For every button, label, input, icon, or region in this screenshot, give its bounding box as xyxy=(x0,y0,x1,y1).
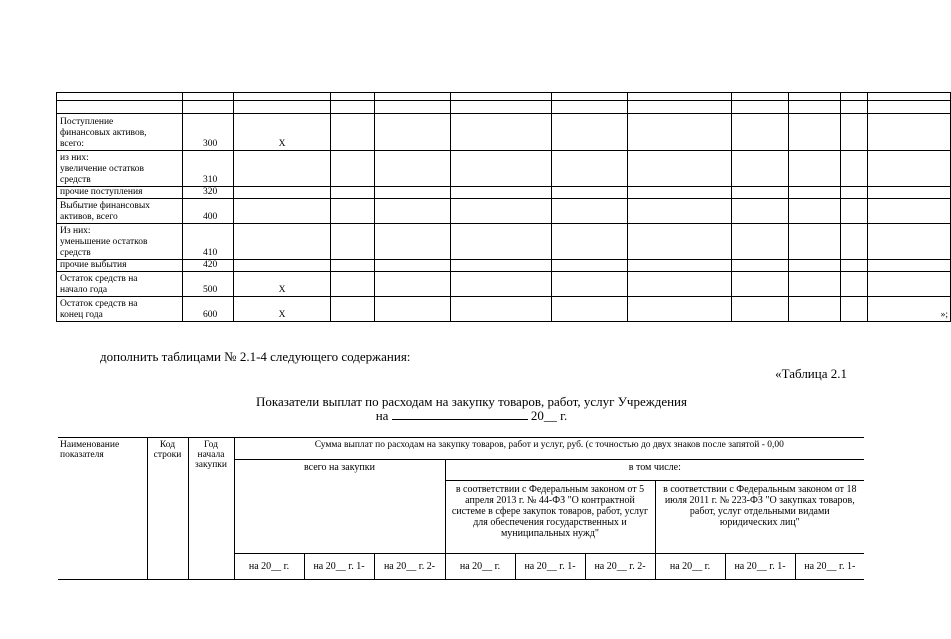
table-row xyxy=(57,101,951,114)
table-cell xyxy=(57,101,183,114)
including-header: в том числе: xyxy=(445,460,864,481)
table-cell xyxy=(841,151,868,187)
row-name xyxy=(57,272,183,297)
row-name-line: финансовых активов, xyxy=(60,128,147,138)
table-cell xyxy=(451,199,552,224)
period-prefix: на xyxy=(375,408,389,423)
table-cell xyxy=(628,260,732,272)
row-name-line: прочие поступления xyxy=(60,187,143,197)
table-cell xyxy=(841,297,868,322)
table-cell xyxy=(841,224,868,260)
table-cell xyxy=(331,101,375,114)
table-cell xyxy=(789,272,841,297)
table-cell xyxy=(841,272,868,297)
table-cell xyxy=(552,297,628,322)
year-cell: на 20__ г. 2- xyxy=(374,554,445,580)
table-cell xyxy=(375,272,451,297)
table-row xyxy=(57,187,951,199)
table-cell xyxy=(732,272,789,297)
row-last-cell xyxy=(868,199,951,224)
year-cell: на 20__ г. 1- xyxy=(725,554,795,580)
row-last-cell xyxy=(868,187,951,199)
table-cell xyxy=(732,260,789,272)
table-cell xyxy=(841,93,868,101)
table-cell xyxy=(57,93,183,101)
column-name-header: Наименование показателя xyxy=(58,438,147,580)
table-cell xyxy=(375,151,451,187)
table-row xyxy=(57,93,951,101)
row-name xyxy=(57,224,183,260)
table-cell xyxy=(628,114,732,151)
period-blank xyxy=(392,409,528,420)
row-year-mark xyxy=(234,199,331,224)
table-cell xyxy=(628,101,732,114)
period-year: 20__ г. xyxy=(530,408,568,423)
table-cell xyxy=(451,101,552,114)
table-row xyxy=(57,272,951,297)
lower-table xyxy=(58,437,864,580)
law-44-header: в соответствии с Федеральным законом от 5 апреля 2013 г. № 44-ФЗ "О контрактной системе в сфере закупок товаров, работ, услуг для обеспечения государственных и муниципальных нужд" xyxy=(445,481,655,554)
table-row xyxy=(57,114,951,151)
row-name-line: прочие выбытия xyxy=(60,260,127,270)
year-cell: на 20__ г. 1- xyxy=(515,554,585,580)
year-cell: на 20__ г. 1- xyxy=(304,554,374,580)
table-cell xyxy=(732,187,789,199)
table-cell xyxy=(183,101,234,114)
table-cell xyxy=(841,260,868,272)
table-cell xyxy=(732,199,789,224)
table-cell xyxy=(552,260,628,272)
row-name-line: Выбытие финансовых xyxy=(60,201,150,211)
row-year-mark xyxy=(234,260,331,272)
row-code: 300 xyxy=(183,114,234,151)
table-cell xyxy=(375,224,451,260)
table-cell xyxy=(789,224,841,260)
total-header: всего на закупки xyxy=(234,460,445,554)
row-year-mark: X xyxy=(234,114,331,151)
table-title: Показатели выплат по расходам на закупку товаров, работ, услуг Учреждения xyxy=(255,394,687,409)
row-name-line: увеличение остатков xyxy=(60,164,144,174)
table-cell xyxy=(628,199,732,224)
table-cell xyxy=(552,101,628,114)
table-row xyxy=(57,199,951,224)
table-cell xyxy=(732,93,789,101)
table-cell xyxy=(331,199,375,224)
law-223-header: в соответствии с Федеральным законом от 18 июля 2011 г. № 223-ФЗ "О закупках товаров, работ, услуг отдельными видами юридических лиц" xyxy=(655,481,864,554)
table-cell xyxy=(331,93,375,101)
table-cell xyxy=(628,93,732,101)
year-cell: на 20__ г. xyxy=(445,554,515,580)
table-cell xyxy=(552,151,628,187)
table-cell xyxy=(552,187,628,199)
table-cell xyxy=(331,224,375,260)
table-cell xyxy=(451,151,552,187)
row-code: 400 xyxy=(183,199,234,224)
sum-header: Сумма выплат по расходам на закупку товаров, работ и услуг, руб. (с точностью до двух знаков после запятой - 0,00 xyxy=(234,438,864,460)
row-name-line: из них: xyxy=(60,153,89,163)
table-cell xyxy=(628,151,732,187)
table-cell xyxy=(375,101,451,114)
table-cell xyxy=(451,272,552,297)
table-cell xyxy=(183,93,234,101)
table-cell xyxy=(841,114,868,151)
table-cell xyxy=(868,101,951,114)
column-year-header: Год начала закупки xyxy=(188,438,234,580)
table-row xyxy=(57,224,951,260)
table-cell xyxy=(375,93,451,101)
table-cell xyxy=(451,260,552,272)
row-name xyxy=(57,114,183,151)
row-name-line: средств xyxy=(60,248,91,258)
row-name-line: уменьшение остатков xyxy=(60,237,148,247)
table-cell xyxy=(732,101,789,114)
table-cell xyxy=(789,297,841,322)
row-name xyxy=(57,199,183,224)
table-cell xyxy=(331,297,375,322)
row-name xyxy=(57,151,183,187)
year-cell: на 20__ г. 1- xyxy=(795,554,864,580)
table-cell xyxy=(628,297,732,322)
table-cell xyxy=(789,114,841,151)
table-cell xyxy=(331,114,375,151)
table-row xyxy=(57,151,951,187)
table-cell xyxy=(234,93,331,101)
table-cell xyxy=(732,224,789,260)
row-code: 310 xyxy=(183,151,234,187)
table-cell xyxy=(552,114,628,151)
table-cell xyxy=(628,224,732,260)
row-name xyxy=(57,297,183,322)
row-name-line: начало года xyxy=(60,285,108,295)
row-code: 600 xyxy=(183,297,234,322)
row-year-mark: X xyxy=(234,272,331,297)
row-name-line: всего: xyxy=(60,139,85,149)
row-code: 320 xyxy=(183,187,234,199)
table-cell xyxy=(789,93,841,101)
table-cell xyxy=(628,272,732,297)
row-name-line: Поступление xyxy=(60,117,114,127)
table-cell xyxy=(451,187,552,199)
row-last-cell xyxy=(868,224,951,260)
table-cell xyxy=(234,101,331,114)
row-code: 410 xyxy=(183,224,234,260)
table-reference: «Таблица 2.1 xyxy=(775,366,847,381)
row-last-cell xyxy=(868,114,951,151)
row-name-line: средств xyxy=(60,175,91,185)
table-cell xyxy=(732,114,789,151)
table-cell xyxy=(732,151,789,187)
table-cell xyxy=(789,101,841,114)
upper-table xyxy=(56,92,951,322)
table-cell xyxy=(375,260,451,272)
row-name-line: конец года xyxy=(60,310,103,320)
table-row xyxy=(57,260,951,272)
row-last-cell xyxy=(868,260,951,272)
table-cell xyxy=(451,297,552,322)
row-year-mark: X xyxy=(234,297,331,322)
table-cell xyxy=(552,224,628,260)
table-cell xyxy=(789,260,841,272)
year-cell: на 20__ г. xyxy=(234,554,304,580)
table-cell xyxy=(331,260,375,272)
table-cell xyxy=(789,187,841,199)
column-code-header: Код строки xyxy=(147,438,188,580)
table-cell xyxy=(552,199,628,224)
add-tables-text: дополнить таблицами № 2.1-4 следующего содержания: xyxy=(100,349,411,364)
table-cell xyxy=(375,297,451,322)
table-cell xyxy=(841,199,868,224)
table-cell xyxy=(331,151,375,187)
row-name-line: активов, всего xyxy=(60,212,118,222)
row-code: 500 xyxy=(183,272,234,297)
row-name-line: Из них: xyxy=(60,226,91,236)
row-last-cell: »; xyxy=(868,297,951,322)
table-row xyxy=(57,297,951,322)
row-name-line: Остаток средств на xyxy=(60,274,138,284)
table-cell xyxy=(451,93,552,101)
table-cell xyxy=(789,151,841,187)
table-cell xyxy=(375,187,451,199)
row-name xyxy=(57,187,183,199)
row-year-mark xyxy=(234,224,331,260)
table-cell xyxy=(552,93,628,101)
table-cell xyxy=(451,224,552,260)
year-cell: на 20__ г. 2- xyxy=(585,554,655,580)
table-cell xyxy=(789,199,841,224)
table-cell xyxy=(628,187,732,199)
table-cell xyxy=(552,272,628,297)
table-cell xyxy=(841,187,868,199)
year-cell: на 20__ г. xyxy=(655,554,725,580)
table-cell xyxy=(375,114,451,151)
table-cell xyxy=(841,101,868,114)
table-cell xyxy=(732,297,789,322)
row-last-cell xyxy=(868,151,951,187)
table-cell xyxy=(331,187,375,199)
row-code: 420 xyxy=(183,260,234,272)
table-cell xyxy=(868,93,951,101)
row-name xyxy=(57,260,183,272)
table-cell xyxy=(331,272,375,297)
row-last-cell xyxy=(868,272,951,297)
table-cell xyxy=(451,114,552,151)
row-year-mark xyxy=(234,151,331,187)
table-cell xyxy=(375,199,451,224)
table-period xyxy=(0,408,943,424)
row-name-line: Остаток средств на xyxy=(60,299,138,309)
row-year-mark xyxy=(234,187,331,199)
